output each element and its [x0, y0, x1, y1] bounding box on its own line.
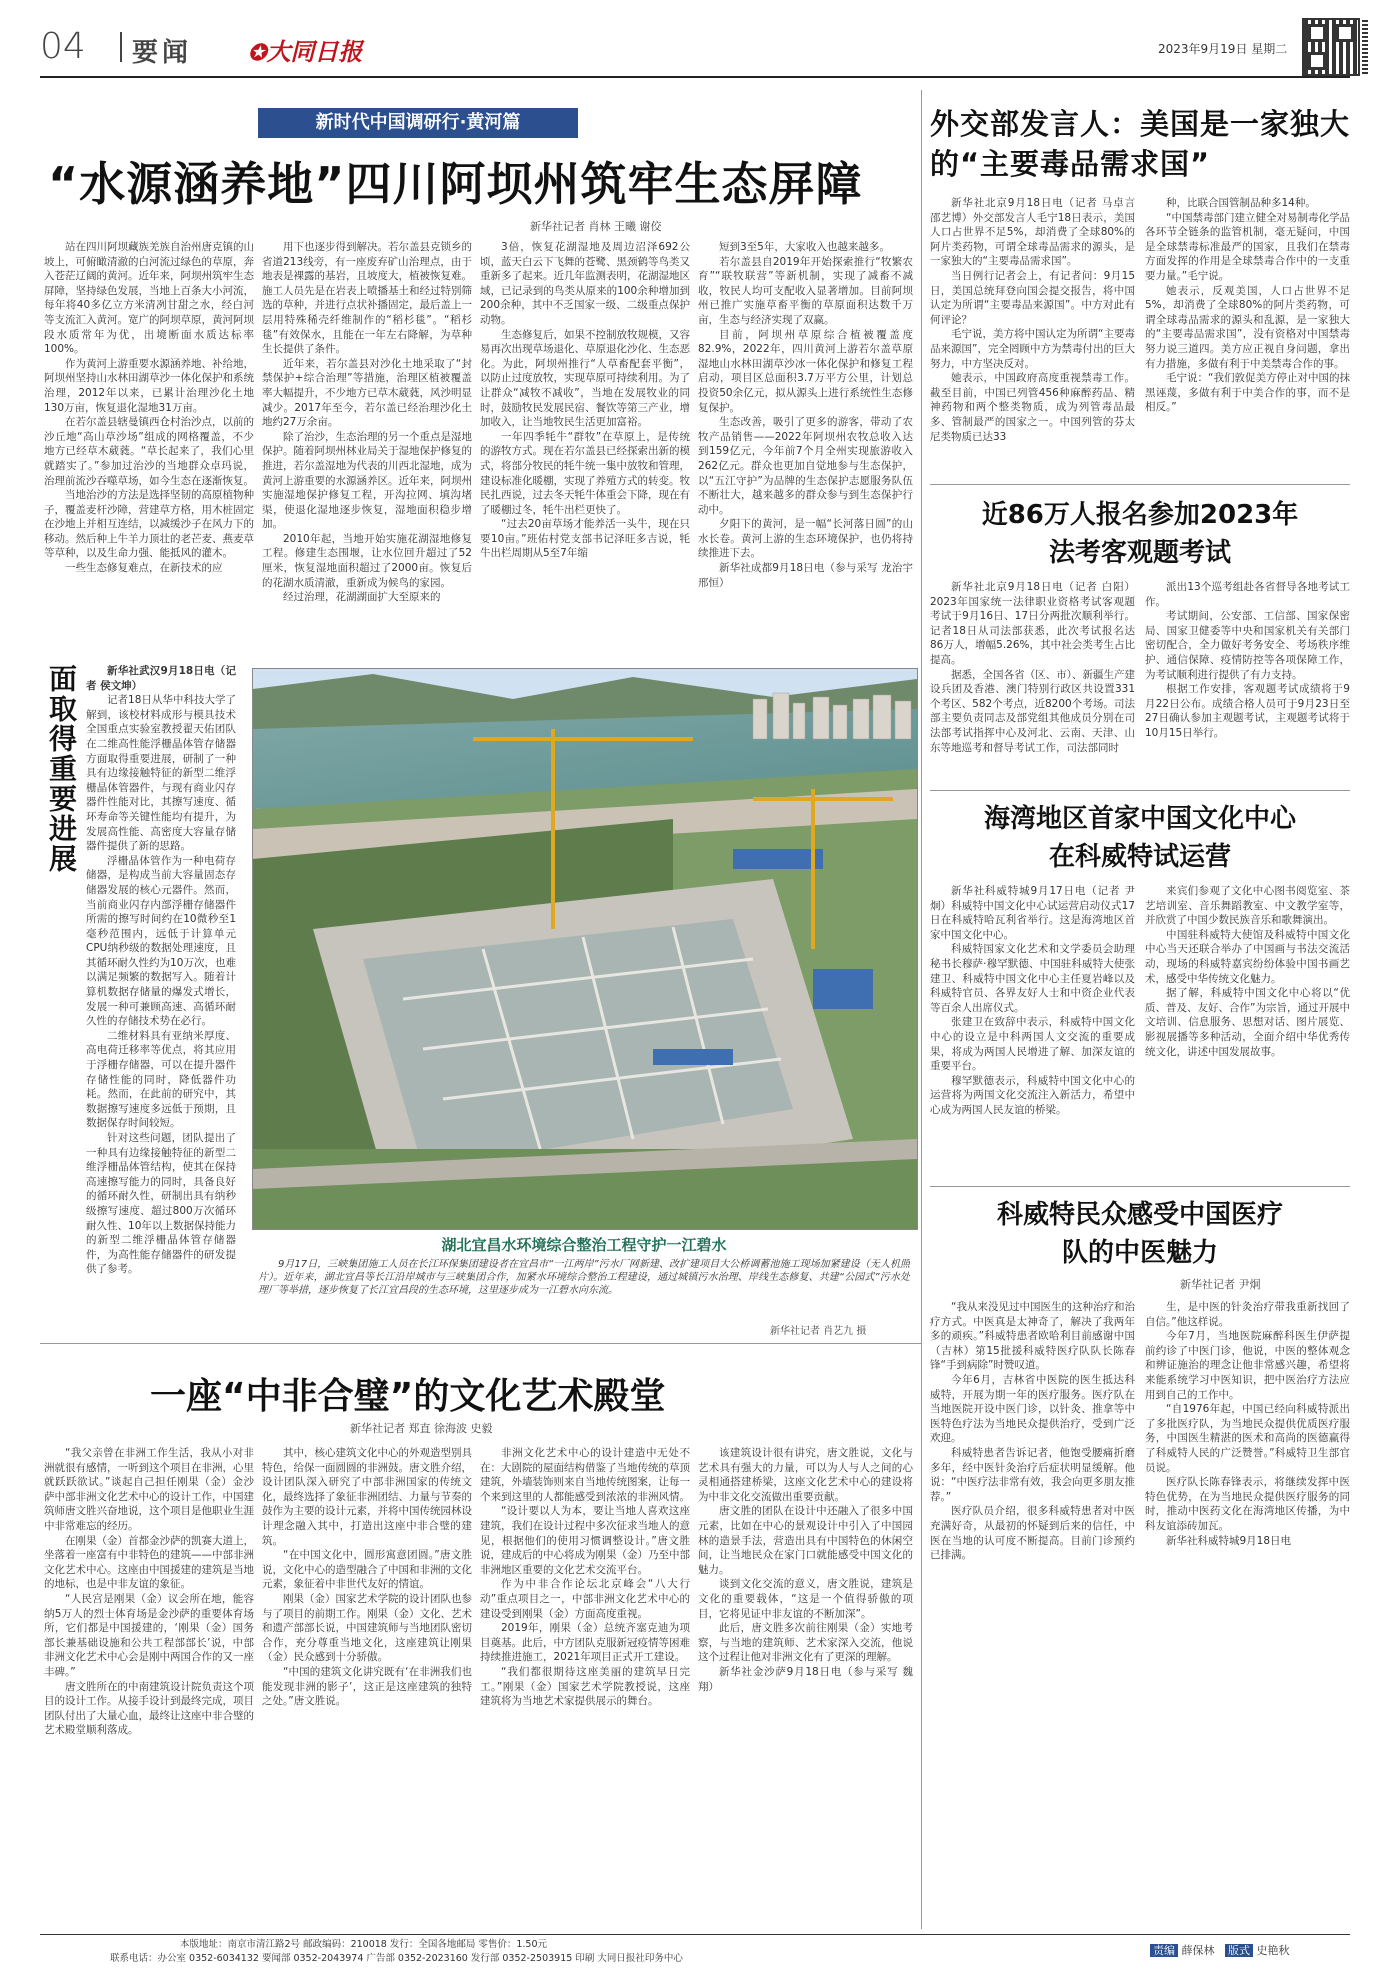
photo-caption-text: 9月17日，三峡集团施工人员在长江环保集团建设者在宜昌市“一江两岸”污水厂网新建、改扩建项目大公桥调蓄池施工现场加紧建设（无人机照片）。近年来，湖北宜昌等长江沿岸城市与三峡集团合作，加紧水环境综合整治工程建设，通过城镇污水治理、岸线生态修复、共建“公园式”污水处理厂等举措，逐步恢复了长江宜昌段的生态环境，这里逐步成为一江碧水向东流。 [258, 1259, 910, 1296]
right2-column-1: 新华社北京9月18日电（记者 白阳）2023年国家统一法律职业资格考试客观题考试于9月16日、17日分两批次顺利举行。记者18日从司法部获悉，此次考试报名达86万人，增幅5.26%，其中社会类考生占比提高。 据悉，全国各省（区、市）、新疆生产建设兵团及香港、澳门特别行政区共设置331个考区、582个考点，近8200个考场。司法部主要负责同志及部党组其他成员分别在司法部考试指挥中心及河北、云南、天津、山东等地巡考和督导考试工作，司法部同时 [930, 581, 1135, 754]
qr-code-icon [1302, 18, 1360, 76]
news-photo [252, 668, 918, 1230]
right1-column-1: 新华社北京9月18日电（记者 马卓言 邵艺博）外交部发言人毛宁18日表示，美国人口占世界不足5%，却消费了全球80%的阿片类药物，可谓全球毒品需求的源头，是一家独大的“主要毒品需求国”。 当日例行记者会上，有记者问：9月15日，美国总统拜登向国会提交报告，将中国认定为所谓“主要毒品来源国”。中方对此有何评论？ 毛宁说，美方将中国认定为所谓“主要毒品来源国”，完全罔顾中方为禁毒付出的巨大努力，中方坚决反对。 她表示，中国政府高度重视禁毒工作。截至目前，中国已列管456种麻醉药品、精神药物和两个整类物质，成为列管毒品最多、管制最严的国家之一。中国列管的芬太尼类物质已达33 [930, 197, 1135, 443]
footer-contacts: 联系电话：办公室 0352-6034132 要闻部 0352-2043974 广告部 0352-2023160 发行部 0352-2503915 印刷 大同日报社印务中心 [110, 1953, 683, 1964]
right2-column-2: 派出13个巡考组赴各省督导各地考试工作。 考试期间，公安部、工信部、国家保密局、国家卫健委等中央和国家机关有关部门密切配合，全力做好考务安全、考场秩序维护、通信保障、疫情防控等各项保障工作，为考试顺利进行提供了有力支持。 根据工作安排，客观题考试成绩将于9月22日公布。成绩合格人员可于9月23日至27日确认参加主观题考试，主观题考试将于10月15日举行。 [1145, 581, 1350, 739]
left-story-headline: 面取得重要进展 [45, 664, 78, 874]
footer-rule [40, 1934, 1350, 1935]
right-headline-3: 海湾地区首家中国文化中心在科威特试运营 [983, 804, 1296, 872]
right4-byline: 新华社记者 尹炯 [1180, 1278, 1261, 1291]
special-series-band: 新时代中国调研行·黄河篇 [258, 108, 578, 138]
bottom-column-1: “我父亲曾在非洲工作生活，我从小对非洲就很有感情，一听到这个项目在非洲，心里就跃跃欲试。”谈起自己担任刚果（金）金沙萨中部非洲文化艺术中心的设计工作，中国建筑师唐文胜兴奋地说，这个项目是他职业生涯中非常难忘的经历。 在刚果（金）首都金沙萨的凯赛大道上，坐落着一座富有中非特色的建筑——中部非洲文化艺术中心。这座由中国援建的建筑是当地的地标，也是中非友谊的象征。 “人民宫是刚果（金）议会所在地，能容纳5万人的烈士体育场是金沙萨的重要体育场所，它们都是中国援建的，‘刚果（金）国务部长兼基础设施和公共工程部部长’说，中部非洲文化艺术中心会是刚中两国合作的又一座丰碑。” 唐文胜所在的中南建筑设计院负责这个项目的设计工作。从接手设计到最终完成，项目团队付出了大量心血，最终让这座中非合璧的艺术殿堂顺利落成。 [44, 1447, 254, 1737]
left-story-body: 新华社武汉9月18日电（记者 侯文坤） 记者18日从华中科技大学了解到，该校材料成形与模具技术全国重点实验室教授翟天佑团队在二维高性能浮栅晶体管存储器方面取得重要进展，研制了一种具有边缘接触特征的新型二维浮栅晶体管器件，与现有商业闪存器件性能对比，其擦写速度、循环寿命等关键性能均有提升，为发展高性能、高密度大容量存储器件提供了新的思路。 浮栅晶体管作为一种电荷存储器，是构成当前大容量固态存储器发展的核心元器件。然而，当前商业闪存内部浮栅存储器件所需的擦写时间约在10微秒至1毫秒范围内，远低于计算单元CPU纳秒级的数据处理速度，且其循环耐久性约为10万次，也难以满足频繁的数据写入。随着计算机数据存储量的爆发式增长，发展一种可兼顾高速、高循环耐久性的存储技术势在必行。 二维材料具有亚纳米厚度、高电荷迁移率等优点，将其应用于浮栅存储器，可以在提升器件存储性能的同时，降低器件功耗。然而，在此前的研究中，其数据擦写速度多远低于预期，且数据保存时间较短。 针对这些问题，团队提出了一种具有边缘接触特征的新型二维浮栅晶体管结构，使其在保持高速擦写能力的同时，具备良好的循环耐久性，研制出具有纳秒级擦写速度、超过800万次循环耐久性、10年以上数据保持能力的新型二维浮栅晶体管存储器件，为高性能存储器件的研发提供了参考。 [86, 665, 236, 1276]
bottom-section-rule [40, 1343, 922, 1344]
main-column-4: 短到3至5年，大家收入也越来越多。 若尔盖县自2019年开始探索推行“牧繁农育”“联牧联营”等新机制，实现了减畜不减收，牧民人均可支配收入显著增加。目前阿坝州已推广实施草畜平衡的草原面积达数千万亩，生态与经济实现了双赢。 目前，阿坝州草原综合植被覆盖度82.9%，2022年，四川黄河上游若尔盖草原湿地山水林田湖草沙冰一体化保护和修复工程启动，项目区总面积3.7万平方公里，计划总投资50余亿元，拟从源头上进行系统性生态修复保护。 生态改善，吸引了更多的游客，带动了农牧产品销售——2022年阿坝州农牧总收入达到159亿元，今年前7个月全州实现旅游收入262亿元。群众也更加自觉地参与生态保护，以“五江守护”为品牌的生态保护志愿服务队伍不断壮大，越来越多的群众参与到生态保护行动中。 夕阳下的黄河，是一幅“长河落日圆”的山水长卷。黄河上游的生态环境保护，也仍将持续推进下去。 新华社成都9月18日电（参与采写 龙治宇 邢恒） [698, 241, 913, 589]
masthead [40, 20, 1350, 70]
right-rule-3 [930, 1186, 1350, 1187]
bottom-byline: 新华社记者 郑直 徐海波 史毅 [350, 1422, 493, 1435]
right3-column-2: 来宾们参观了文化中心图书阅览室、茶艺培训室、音乐舞蹈教室、中文教学室等，并欣赏了中国少数民族音乐和歌舞演出。 中国驻科威特大使馆及科威特中国文化中心当天还联合举办了中国画与书法交流活动，现场的科威特嘉宾纷纷体验中国书画艺术，感受中华传统文化魅力。 据了解，科威特中国文化中心将以“优质、普及、友好、合作”为宗旨，通过开展中文培训、信息服务、思想对话、图片展览、影视展播等多种活动，全面介绍中华优秀传统文化，讲述中国发展故事。 [1145, 885, 1350, 1058]
bottom-headline: 一座“中非合璧”的文化艺术殿堂 [150, 1376, 666, 1417]
section-label: 要闻 [132, 38, 193, 68]
bottom-column-2: 其中，核心建筑文化中心的外观造型别具特色，给保一面圆圆的非洲鼓。唐文胜介绍，设计团队深入研究了中部非洲国家的传统文化，最终选择了象征非洲团结、力量与节奏的鼓作为主要的设计元素，并将中国传统园林设计理念融入其中，打造出这座中非合璧的建筑。 “在中国文化中，圆形寓意团圆。”唐文胜说，文化中心的造型融合了中国和非洲的文化元素，象征着中非世代友好的情谊。 刚果（金）国家艺术学院的设计团队也参与了项目的前期工作。刚果（金）文化、艺术和遗产部部长说，中国建筑师与当地团队密切合作，充分尊重当地文化，这座建筑让刚果（金）民众感到十分骄傲。 “中国的建筑文化讲究既有‘在非洲我们也能发现非洲的影子’，这正是这座建筑的独特之处。”唐文胜说。 [262, 1447, 472, 1708]
main-headline: “水源涵养地”四川阿坝州筑牢生态屏障 [48, 157, 863, 211]
right4-column-1: “我从来没见过中国医生的这种治疗和治疗方式。中医真是太神奇了，解决了我两年多的顽疾。”科威特患者欧哈利目前感谢中国（吉林）第15批援科威特医疗队队长陈春锋“手到病除”时赞叹道。 今年6月，吉林省中医院的医生抵达科威特，开展为期一年的医疗服务。医疗队在当地医院开设中医门诊，以针灸、推拿等中医特色疗法为当地民众提供治疗，受到广泛欢迎。 科威特患者告诉记者，他饱受腰痛折磨多年，经中医针灸治疗后症状明显缓解。他说：“中医疗法非常有效，我会向更多朋友推荐。” 医疗队员介绍，很多科威特患者对中医充满好奇，从最初的怀疑到后来的信任，中医在当地的认可度不断提高。目前门诊预约已排满。 [930, 1301, 1135, 1562]
layout-name: 史艳秋 [1256, 1944, 1290, 1957]
construction-site-photo [253, 669, 917, 1229]
right4-column-2: 生，是中医的针灸治疗带我重新找回了自信。”他这样说。 今年7月，当地医院麻醉科医生伊萨提前约诊了中医门诊，他说，中医的整体观念和辨证施治的理念让他非常感兴趣，希望将来能系统学习中医知识，把中医治疗方法应用到自己的工作中。 “自1976年起，中国已经向科威特派出了多批医疗队，为当地民众提供优质医疗服务，中国医生精湛的医术和高尚的医德赢得了科威特人民的广泛赞誉。”科威特卫生部官员说。 医疗队长陈春锋表示，将继续发挥中医特色优势，在为当地民众提供医疗服务的同时，推动中医药文化在海湾地区传播，为中科友谊添砖加瓦。 新华社科威特城9月18日电 [1145, 1301, 1350, 1547]
main-column-1: 站在四川阿坝藏族羌族自治州唐克镇的山坡上，可俯瞰清澈的白河流过绿色的草原，奔入苍茫辽阔的黄河。近年来，阿坝州筑牢生态屏障，坚持绿色发展，当地上百条大小河流，每年将40多亿立方米清冽甘甜之水，经白河等支流汇入黄河。宽广的阿坝草原，黄河阿坝段水质常年为优，出境断面水质达标率100%。 作为黄河上游重要水源涵养地、补给地，阿坝州坚持山水林田湖草沙一体化保护和系统治理，2012年以来，已累计治理沙化土地130万亩，恢复退化湿地31万亩。 在若尔盖县辖曼镇西仓村治沙点，以前的沙丘地“高山草沙场”组成的网格覆盖，不少地方已经草木葳蕤。“草长起来了，我们心里就踏实了。”参加过治沙的当地群众卓玛说，治理前流沙吞噬草场，如今生态在逐渐恢复。 当地治沙的方法是选择坚韧的高原植物种子，覆盖麦杆沙障，营建草方格，用木桩固定在沙地上并相互连结，以减缓沙子在风力下的移动。然后种上牛羊力顶壮的老芒麦、燕麦草等草种，以及生命力强、能抵风的灌木。 一些生态修复难点，在新技术的应 [44, 241, 254, 575]
editor-name: 薛保林 [1181, 1944, 1215, 1957]
layout-label: 版式 [1225, 1944, 1253, 1957]
page-number: 04 [40, 26, 86, 67]
right-rule-1 [930, 484, 1350, 485]
masthead-rule [40, 76, 1350, 78]
footer-address: 本版地址：南京市清江路2号 邮政编码：210018 发行：全国各地邮局 零售价：1.50元 [180, 1939, 548, 1950]
bottom-column-4: 该建筑设计很有讲究，唐文胜说，文化与艺术具有强大的力量，可以为人与人之间的心灵相通搭建桥梁，这座文化艺术中心的建设将为中非文化交流做出重要贡献。 唐文胜的团队在设计中还融入了很多中国元素，比如在中心的景观设计中引入了中国园林的造景手法，营造出具有中国特色的休闲空间，让当地民众在家门口就能感受中国文化的魅力。 谈到文化交流的意义，唐文胜说，建筑是文化的重要载体，“这是一个值得骄傲的项目，它将见证中非友谊的不断加深”。 此后，唐文胜多次前往刚果（金）实地考察，与当地的建筑师、艺术家深入交流，他说这个过程让他对非洲文化有了更深的理解。 新华社金沙萨9月18日电（参与采写 魏翔） [698, 1447, 913, 1693]
issue-date: 2023年9月19日 星期二 [1158, 42, 1288, 56]
photo-credit: 新华社记者 肖艺九 摄 [770, 1326, 867, 1337]
right-rule-2 [930, 790, 1350, 791]
bottom-column-divider [921, 1343, 922, 1929]
column-divider [921, 90, 922, 1350]
main-column-2: 用下也逐步得到解决。若尔盖县克锁乡的省道213线旁，有一座废弃矿山治理点，由于地表是裸露的基岩，且坡度大，植被恢复难。施工人员先是在岩表上喷播基土和经过特别筛选的草种，并进行点状补播固定，最后盖上一层用特殊稀壳纤维制作的“稻杉毯”。“稻杉毯”有效保水，且能在一年左右降解，为草种生长提供了条件。 近年来，若尔盖县对沙化土地采取了“封禁保护+综合治理”等措施，治理区植被覆盖率大幅提升，不少地方已草木葳蕤，风沙明显减少。2017年至今，若尔盖已经治理沙化土地约27万余亩。 除了治沙，生态治理的另一个重点是湿地保护。随着阿坝州林业局关于湿地保护修复的推进，若尔盖湿地为代表的川西北湿地，成为黄河上游重要的水源涵养区。近年来，阿坝州实施湿地保护修复工程，开沟拉网、填沟堵渠，使退化湿地逐步恢复，湿地面积稳步增加。 2010年起，当地开始实施花湖湿地修复工程。修建生态围堰，让水位回升超过了52厘米，恢复湿地面积超过了2000亩。恢复后的花湖水质清澈，重新成为候鸟的家园。 经过治理，花湖湖面扩大至原来的 [262, 241, 472, 604]
bottom-column-3: 非洲文化艺术中心的设计建造中无处不在：大剧院的屋面结构借鉴了当地传统的草顶建筑，外墙装饰则来自当地传统图案，让每一个来到这里的人都能感受到浓浓的非洲风情。 “设计要以人为本，要让当地人喜欢这座建筑，我们在设计过程中多次征求当地人的意见，根据他们的使用习惯调整设计。”唐文胜说，建成后的中心将成为刚果（金）乃至中部非洲地区重要的文化艺术交流平台。 作为中非合作论坛北京峰会“八大行动”重点项目之一，中部非洲文化艺术中心的建设受到刚果（金）方面高度重视。 2019年，刚果（金）总统齐塞克迪为项目奠基。此后，中方团队克服新冠疫情等困难持续推进施工，2021年项目正式开工建设。 “我们都很期待这座美丽的建筑早日完工。”刚果（金）国家艺术学院教授说，这座建筑将为当地艺术家提供展示的舞台。 [480, 1447, 690, 1708]
photo-caption-title: 湖北宜昌水环境综合整治工程守护一江碧水 [441, 1236, 727, 1254]
paper-logo: ✪大同日报 [248, 37, 363, 66]
footer [40, 1938, 1350, 1968]
right-headline-1: 外交部发言人：美国是一家独大的“主要毒品需求国” [930, 107, 1351, 181]
right-headline-4: 科威特民众感受中国医疗队的中医魅力 [996, 1200, 1283, 1268]
editor-label: 责编 [1150, 1944, 1178, 1957]
logo-mark-icon: ✪ [248, 40, 267, 66]
right1-column-2: 种，比联合国管制品种多14种。 “中国禁毒部门建立健全对易制毒化学品各环节全链条的监管机制，毫无疑问，中国是全球禁毒标准最严的国家，且我们在禁毒方面发挥的作用是全球禁毒合作中的一支重要力量。”毛宁说。 她表示，反观美国，人口占世界不足5%，却消费了全球80%的阿片类药物，可谓全球毒品需求的源头和乱源，是一家独大的“主要毒品需求国”，没有资格对中国禁毒努力说三道四。美方应正视自身问题，拿出有力措施，多做有利于中美禁毒合作的事。 毛宁说：“我们敦促美方停止对中国的抹黑诬蔑，多做有利于中美合作的事，而不是相反。” [1145, 197, 1350, 414]
right-headline-2: 近86万人报名参加2023年法考客观题考试 [981, 500, 1299, 568]
main-column-3: 3倍，恢复花湖湿地及周边沼泽692公顷，蓝天白云下飞舞的苍鹭、黑颈鹤等鸟类又重新多了起来。近几年监测表明，花湖湿地区域，已记录到的鸟类从原来的100余种增加到200余种，其中不乏国家一级、二级重点保护动物。 生态修复后，如果不控制放牧规模，又容易再次出现草场退化、草原退化沙化、生态恶化。为此，阿坝州推行“人草畜配套平衡”，以防止过度放牧，实现草原可持续利用。为了让群众“减牧不减收”，当地在发展牧业的同时，鼓励牧民发展民宿、餐饮等第三产业，增加收入，让当地牧民生活更加富裕。 一年四季牦牛“群牧”在草原上，是传统的游牧方式。现在若尔盖县已经探索出新的模式，将部分牧民的牦牛统一集中放牧和管理，建设标准化暖棚，实现了养殖方式的转变。牧民扎西说，过去冬天牦牛体重会下降，现在有了暖棚过冬，牦牛出栏更快了。 “过去20亩草场才能养活一头牛，现在只要10亩。”班佑村党支部书记泽旺多吉说，牦牛出栏周期从5至7年缩 [480, 241, 690, 560]
right3-column-1: 新华社科威特城9月17日电（记者 尹炯）科威特中国文化中心试运营启动仪式17日在科威特哈瓦利省举行。这是海湾地区首家中国文化中心。 科威特国家文化艺术和文学委员会助理秘书长穆萨·穆罕默德、中国驻科威特大使张建卫、科威特中国文化中心主任夏岩峰以及科威特官员、各界友好人士和中资企业代表等百余人出席仪式。 张建卫在致辞中表示，科威特中国文化中心的设立是中科两国人文交流的重要成果，将成为两国人民增进了解、加深友谊的重要平台。 穆罕默德表示，科威特中国文化中心的运营将为两国文化交流注入新活力，希望中心成为两国人民友谊的桥梁。 [930, 885, 1135, 1116]
main-byline: 新华社记者 肖林 王曦 谢佼 [530, 220, 662, 233]
